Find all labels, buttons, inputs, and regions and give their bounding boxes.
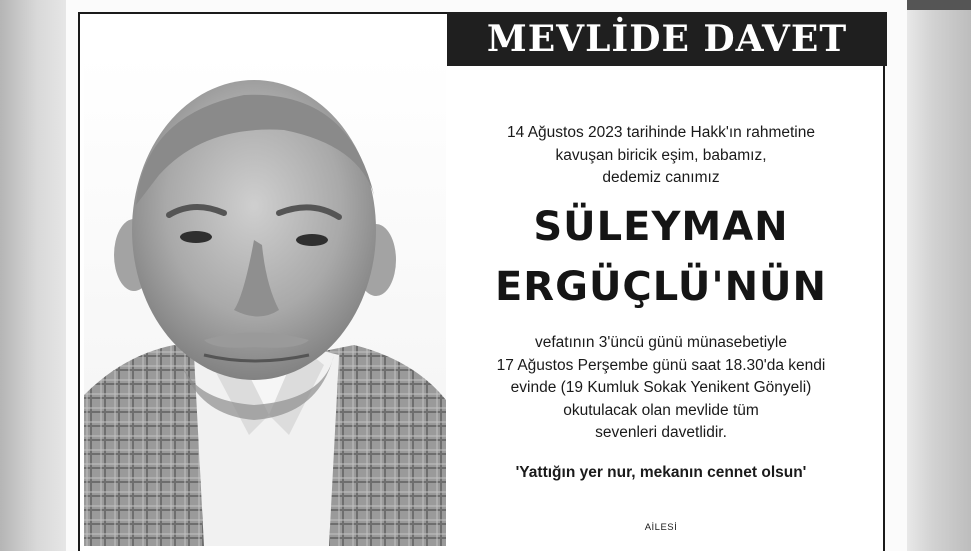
deceased-first-name: SÜLEYMAN xyxy=(533,204,789,250)
portrait-illustration xyxy=(84,55,446,546)
intro-line: dedemiz canımız xyxy=(602,169,720,186)
invitation-line: sevenleri davetlidir. xyxy=(595,424,727,441)
intro-line: 14 Ağustos 2023 tarihinde Hakk'ın rahmetine xyxy=(507,124,815,141)
intro-text xyxy=(456,122,866,190)
invitation-line: 17 Ağustos Perşembe günü saat 18.30'da kendi xyxy=(496,356,826,374)
background-strip xyxy=(907,0,971,10)
invitation-line: okutulacak olan mevlide tüm xyxy=(563,401,759,419)
invitation-line: vefatının 3'üncü günü münasebetiyle xyxy=(535,334,787,351)
intro-line: kavuşan biricik eşim, babamız, xyxy=(555,146,767,164)
family-signature: AİLESİ xyxy=(644,522,678,533)
title-bar xyxy=(447,12,887,66)
background-blur-left xyxy=(0,0,66,551)
deceased-last-name: ERGÜÇLÜ'NÜN xyxy=(494,264,827,310)
invitation-line: evinde (19 Kumluk Sokak Yenikent Gönyeli) xyxy=(510,379,812,396)
notice-title: MEVLİDE DAVET xyxy=(486,18,848,60)
memorial-quote: 'Yattığın yer nur, mekanın cennet olsun' xyxy=(515,464,807,481)
portrait-photo xyxy=(84,55,446,546)
invitation-text xyxy=(456,332,866,445)
background-blur-right xyxy=(907,0,971,551)
